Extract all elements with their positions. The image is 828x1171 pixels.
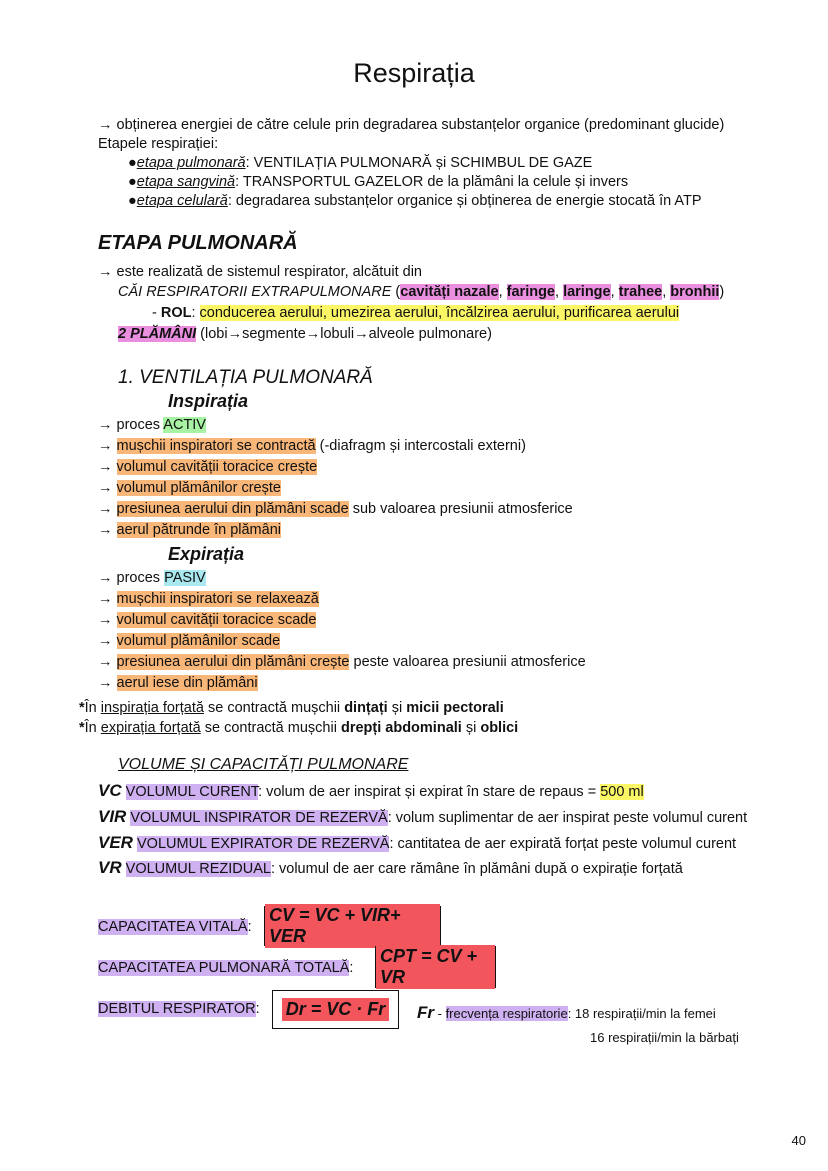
volume-row: VR VOLUMUL REZIDUAL: volumul de aer care rămâne în plămâni după o expirație forțată [98, 858, 683, 877]
volume-row: VIR VOLUMUL INSPIRATOR DE REZERVĂ: volum suplimentar de aer inspirat peste volumul curent [98, 807, 748, 826]
vital-capacity-label: CAPACITATEA VITALĂ: [98, 919, 252, 935]
list-item: → proces ACTIV [98, 417, 206, 433]
note-forced-expiration: *În expirația forțată se contractă mușchii drepți abdominali și oblici [79, 720, 519, 736]
list-item: → volumul cavității toracice crește [98, 459, 318, 475]
arrow-icon: → [98, 480, 113, 496]
expiration-title: Expirația [168, 544, 245, 564]
total-capacity-label: CAPACITATEA PULMONARĂ TOTALĂ: [98, 960, 354, 976]
list-item: → proces PASIV [98, 570, 206, 586]
flow-label: DEBITUL RESPIRATOR: [98, 1001, 260, 1017]
section-heading-pulmonary: ETAPA PULMONARĂ [98, 232, 298, 254]
total-capacity-formula-box [375, 946, 496, 988]
list-item: → presiunea aerului din plămâni crește peste valoarea presiunii atmosferice [98, 654, 586, 670]
role-line: - ROL: conducerea aerului, umezirea aerului, încălzirea aerului, purificarea aerului [152, 305, 680, 321]
total-capacity-formula: CPT = CV + VR [376, 945, 495, 989]
fr-men: 16 respirații/min la bărbați [590, 1030, 739, 1045]
list-item: → volumul plămânilor scade [98, 633, 281, 649]
list-item: → mușchii inspiratori se contractă (-diafragm și intercostali externi) [98, 438, 526, 454]
section-heading-ventilation: 1. VENTILAȚIA PULMONARĂ [118, 367, 373, 388]
bullet-icon: ● [128, 155, 137, 171]
flow-formula-box [272, 990, 399, 1029]
stage-item: ●etapa celulară: degradarea substanțelor organice și obținerea de energie stocată în ATP [128, 193, 702, 209]
volume-row: VER VOLUMUL EXPIRATOR DE REZERVĂ: cantitatea de aer expirată forțat peste volumul curent [98, 833, 737, 852]
list-item: → aerul iese din plămâni [98, 675, 258, 691]
list-item: → presiunea aerului din plămâni scade sub valoarea presiunii atmosferice [98, 501, 573, 517]
inspiration-title: Inspirația [168, 391, 249, 411]
realized-line: → este realizată de sistemul respirator, alcătuit din [98, 264, 422, 280]
definition-line: → obținerea energiei de către celule prin degradarea substanțelor organice (predominant glucide) [98, 117, 725, 133]
stage-item: ●etapa sangvină: TRANSPORTUL GAZELOR de la plămâni la celule și invers [128, 174, 629, 190]
lungs-line: 2 PLĂMÂNI (lobi→segmente→lobuli→alveole pulmonare) [118, 326, 492, 342]
arrow-icon: → [98, 633, 113, 649]
airways-line: CĂI RESPIRATORII EXTRAPULMONARE (cavități nazale, faringe, laringe, trahee, bronhii) [118, 284, 725, 300]
flow-formula: Dr = VC · Fr [282, 998, 390, 1021]
page-title: Respirația [353, 58, 475, 88]
stage-item: ●etapa pulmonară: VENTILAȚIA PULMONARĂ și SCHIMBUL DE GAZE [128, 155, 593, 171]
list-item: → volumul cavității toracice scade [98, 612, 317, 628]
arrow-icon: → [98, 117, 113, 133]
note-forced-inspiration: *În inspirația forțată se contractă mușchii dințați și micii pectorali [79, 700, 504, 716]
arrow-icon: → [98, 501, 113, 517]
vital-capacity-formula: CV = VC + VIR+ VER [265, 904, 440, 948]
arrow-icon: → [98, 654, 113, 670]
arrow-icon: → [98, 675, 113, 691]
arrow-icon: → [98, 522, 113, 538]
volume-row: VC VOLUMUL CURENT: volum de aer inspirat și expirat în stare de repaus = 500 ml [98, 781, 644, 800]
arrow-icon: → [98, 417, 113, 433]
arrow-icon: → [98, 591, 113, 607]
section-heading-volumes: VOLUME ȘI CAPACITĂȚI PULMONARE [118, 756, 409, 773]
arrow-icon: → [98, 264, 113, 280]
arrow-icon: → [98, 459, 113, 475]
page-number: 40 [791, 1133, 806, 1148]
vital-capacity-formula-box [264, 906, 441, 946]
arrow-icon: → [98, 438, 113, 454]
stages-label: Etapele respirației: [98, 136, 219, 152]
fr-definition: Fr - frecvența respiratorie: 18 respirații/min la femei [417, 1003, 716, 1022]
bullet-icon: ● [128, 193, 137, 209]
arrow-icon: → [98, 570, 113, 586]
arrow-icon: → [98, 612, 113, 628]
list-item: → aerul pătrunde în plămâni [98, 522, 281, 538]
list-item: → mușchii inspiratori se relaxează [98, 591, 319, 607]
list-item: → volumul plămânilor crește [98, 480, 281, 496]
bullet-icon: ● [128, 174, 137, 190]
